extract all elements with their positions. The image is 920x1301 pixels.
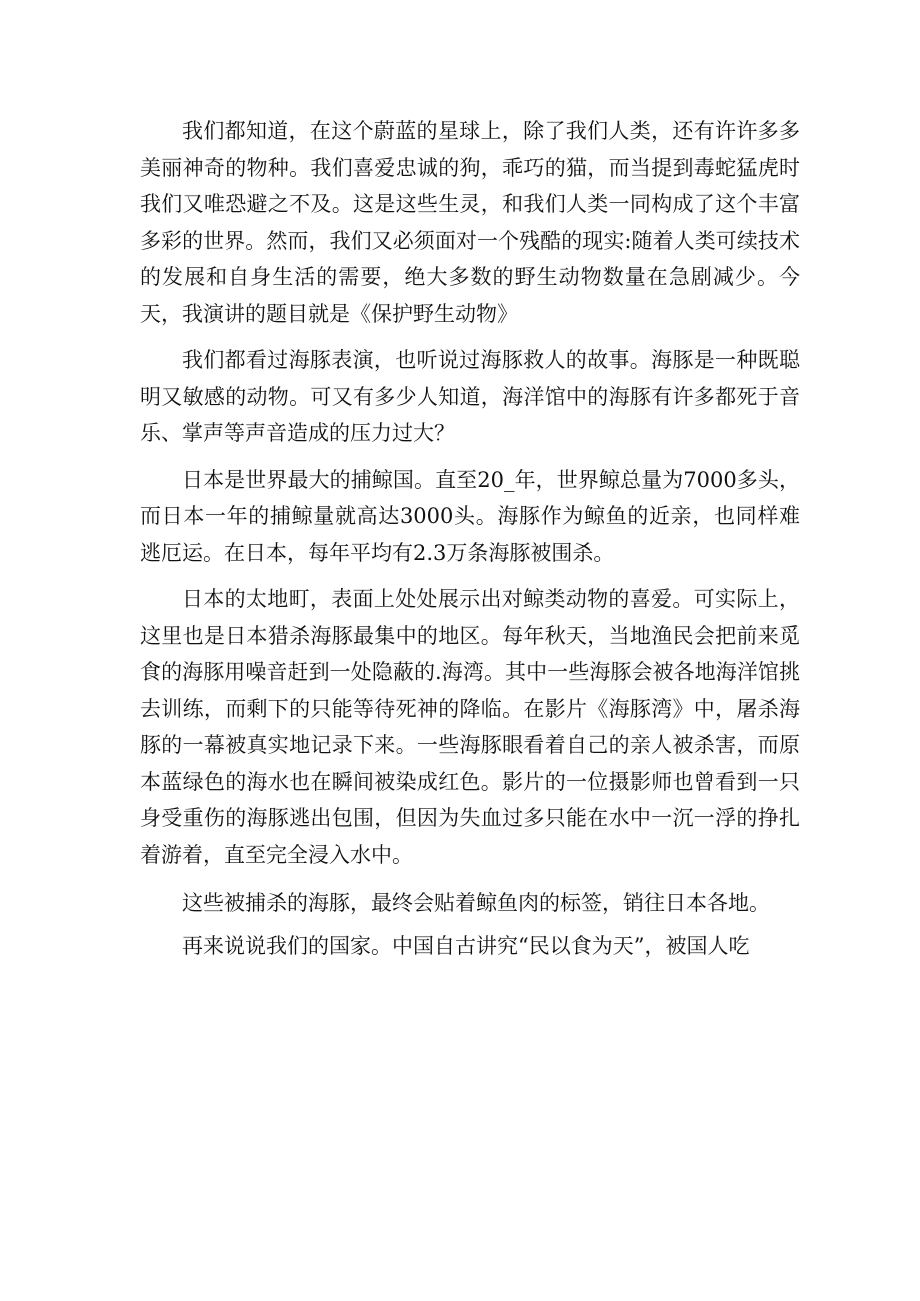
paragraph-2: 我们都看过海豚表演，也听说过海豚救人的故事。海豚是一种既聪明又敏感的动物。可又有多少人知道，海洋馆中的海豚有许多都死于音乐、掌声等声音造成的压力过大？ [140,348,800,445]
paragraph-5: 这些被捕杀的海豚，最终会贴着鲸鱼肉的标签，销往日本各地。 [182,891,770,915]
paragraph-6: 再来说说我们的国家。中国自古讲究“民以食为天”，被国人吃 [182,933,750,958]
paragraph-4: 日本的太地町，表面上处处展示出对鲸类动物的喜爱。可实际上，这里也是日本猎杀海豚最集中的地区。每年秋天，当地渔民会把前来觅食的海豚用噪音赶到一处隐蔽的.海湾。其中一些海豚会被各地海洋馆挑去训练，而剩下的只能等待死神的降临。在影片《海豚湾》中，屠杀海豚的一幕被真实地记录下来。一些海豚眼看着自己的亲人被杀害，而原本蓝绿色的海水也在瞬间被染成红色。影片的一位摄影师也曾看到一只身受重伤的海豚逃出包围，但因为失血过多只能在水中一沉一浮的挣扎着游着，直至完全浸入水中。 [140,587,800,867]
document-page [140,113,800,974]
paragraph-1: 我们都知道，在这个蔚蓝的星球上，除了我们人类，还有许许多多美丽神奇的物种。我们喜爱忠诚的狗，乖巧的猫，而当提到毒蛇猛虎时我们又唯恐避之不及。这是这些生灵，和我们人类一同构成了这个丰富多彩的世界。然而，我们又必须面对一个残酷的现实:随着人类可续技术的发展和自身生活的需要，绝大多数的野生动物数量在急剧减少。今天，我演讲的题目就是《保护野生动物》 [140,119,800,326]
paragraph-3: 日本是世界最大的捕鲸国。直至20_年，世界鲸总量为7000多头，而日本一年的捕鲸量就高达3000头。海豚作为鲸鱼的近亲，也同样难逃厄运。在日本，每年平均有2.3万条海豚被围杀。 [140,467,800,565]
